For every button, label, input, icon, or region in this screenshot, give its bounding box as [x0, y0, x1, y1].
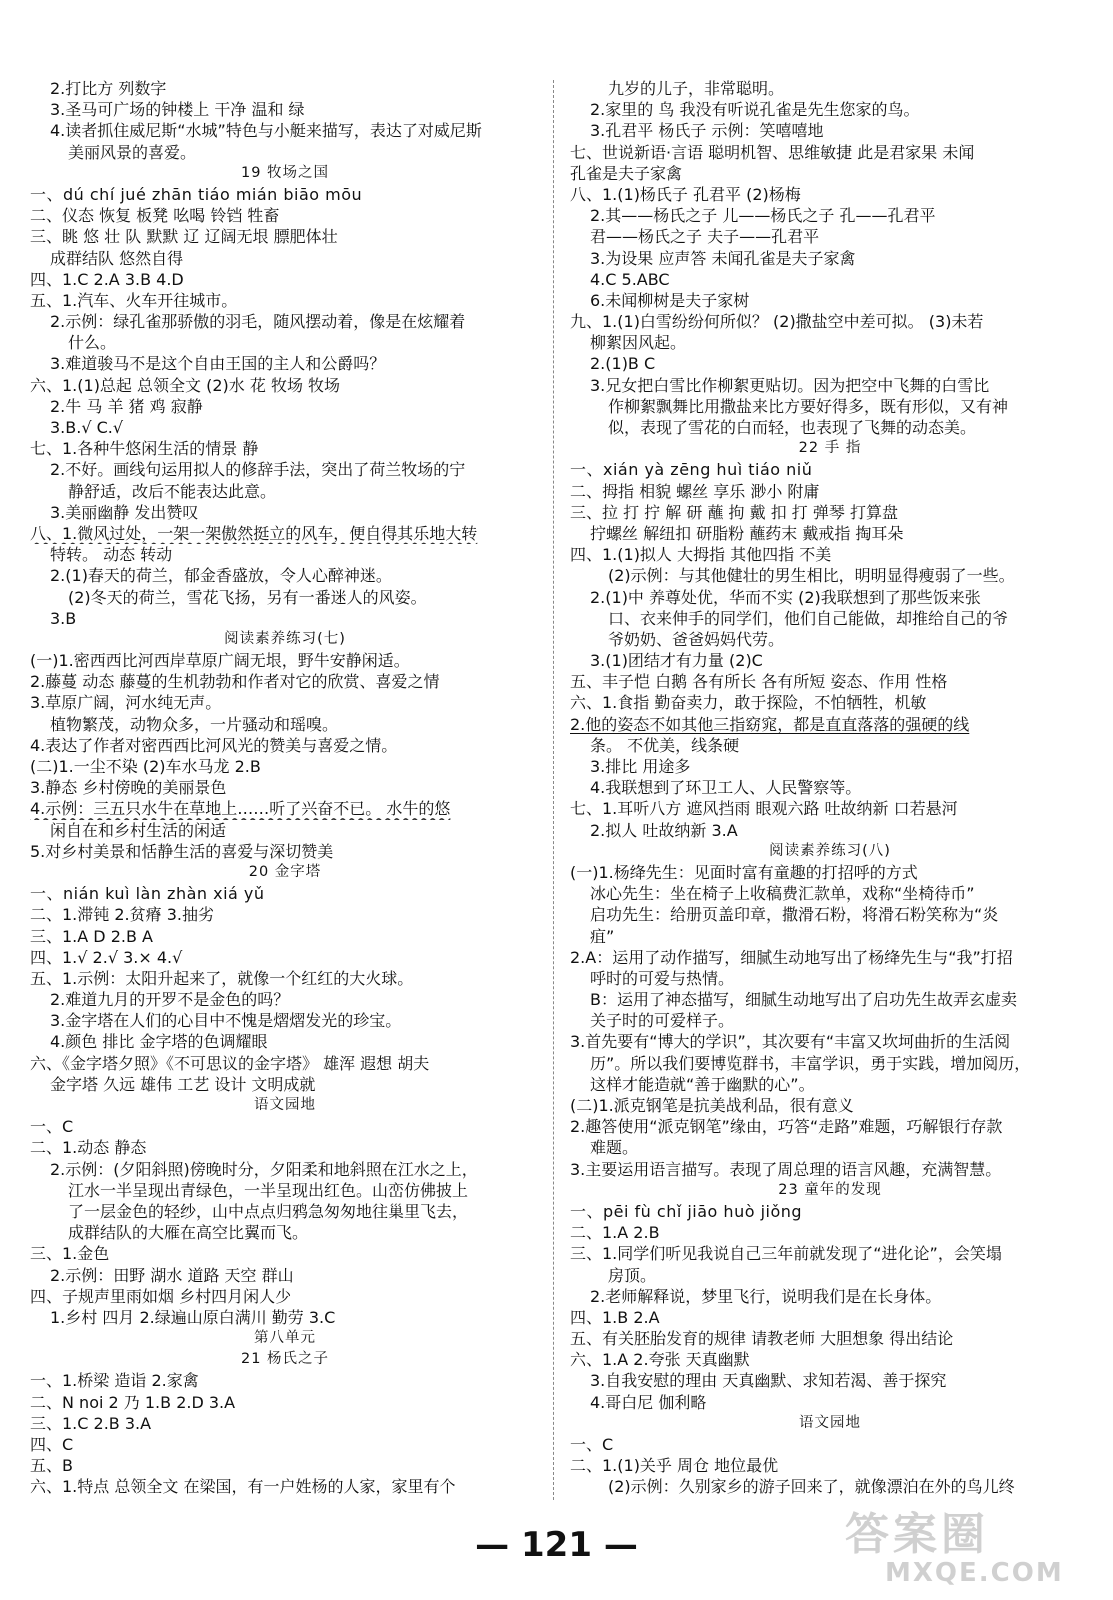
answer-line: 三、拉 打 拧 解 研 蘸 拘 戴 扣 打 弹琴 打算盘 [570, 502, 898, 522]
answer-line: 4.哥白尼 伽利略 [590, 1392, 707, 1412]
answer-line: 八、1.(1)杨氏子 孔君平 (2)杨梅 [570, 184, 801, 204]
answer-line: 4.C 5.ABC [590, 269, 670, 289]
answer-line: 2.(1)中 养尊处优，华而不实 (2)我联想到了那些饭来张 [590, 587, 981, 607]
section-heading: 语文园地 [254, 1097, 316, 1113]
answer-line: 条。 不优美，线条硬 [590, 735, 740, 755]
answer-line: 静舒适，改后不能表达此意。 [68, 481, 277, 501]
answer-line: 四、1.C 2.A 3.B 4.D [30, 269, 184, 289]
answer-line: 二、1.滞钝 2.贫瘠 3.抽劣 [30, 905, 214, 925]
answer-line: 孔雀是夫子家禽 [570, 163, 683, 183]
answer-line: 2.不好。画线句运用拟人的修辞手法，突出了荷兰牧场的宁 [50, 460, 466, 480]
answer-line: 三、眺 悠 壮 队 默默 辽 辽阔无垠 膘肥体壮 [30, 227, 338, 247]
right-column [570, 78, 1090, 1498]
answer-line: 2.他的姿态不如其他三指窈窕，都是直直落落的强硬的线 [570, 714, 970, 734]
answer-line: 一、C [570, 1435, 614, 1454]
answer-line: 五、1.汽车、火车开往城市。 [30, 290, 238, 310]
answer-line: 2.(1)春天的荷兰，郁金香盛放，令人心醉神迷。 [50, 566, 392, 586]
answer-line: 4.我联想到了环卫工人、人民警察等。 [590, 778, 862, 798]
answer-line: 四、1.(1)拟人 大拇指 其他四指 不美 [570, 545, 832, 565]
page-number: — 121 — [475, 1525, 638, 1565]
section-heading: 20 金字塔 [248, 863, 322, 880]
answer-line: (2)示例：久别家乡的游子回来了，就像漂泊在外的鸟儿终 [608, 1477, 1015, 1497]
answer-line: 四、C [30, 1435, 74, 1454]
answer-line: 2.A：运用了动作描写，细腻生动地写出了杨绛先生与“我”打招 [570, 947, 1013, 967]
answer-line: 一、nián kuì làn zhàn xiá yǔ [30, 884, 265, 904]
answer-line: 一、dú chí jué zhān tiáo mián biāo mōu [30, 184, 363, 204]
answer-line: 植物繁茂，动物众多，一片骚动和瑶嗅。 [50, 714, 339, 734]
answer-line: 3.(1)团结才有力量 (2)C [590, 651, 763, 671]
answer-line: 六、1.(1)总起 总领全文 (2)水 花 牧场 牧场 [30, 375, 341, 395]
answer-line: 二、1.(1)关乎 周仓 地位最优 [570, 1456, 779, 1476]
answer-line: 二、拇指 相貌 螺丝 享乐 渺小 附庸 [570, 481, 820, 501]
answer-line: 启功先生：给册页盖印章，撒滑石粉，将滑石粉笑称为“炎 [590, 905, 999, 925]
answer-line: 一、C [30, 1117, 74, 1137]
answer-line: 五、B [30, 1456, 73, 1476]
section-heading: 第八单元 [254, 1330, 316, 1347]
answer-line: 3.B.√ C.√ [50, 418, 124, 437]
answer-line: 4.表达了作者对密西西比河风光的赞美与喜爱之情。 [30, 735, 398, 755]
answer-line: 关子时的可爱样子。 [590, 1011, 735, 1031]
answer-line: 二、1.A 2.B [570, 1223, 660, 1243]
section-heading: 19 牧场之国 [240, 164, 330, 181]
answer-line: 三、1.同学们听见我说自己三年前就发现了“进化论”，会笑塌 [570, 1244, 1002, 1264]
answer-line: 二、仪态 恢复 板凳 吆喝 铃铛 牲畜 [30, 206, 280, 226]
answer-line: 2.难道九月的开罗不是金色的吗？ [50, 990, 290, 1010]
answer-line: 3.兄女把白雪比作柳絮更贴切。因为把空中飞舞的白雪比 [590, 375, 990, 395]
answer-line: 2.老师解释说，梦里飞行，说明我们是在长身体。 [590, 1286, 942, 1306]
answer-line: 历”。所以我们要博览群书，丰富学识，勇于实践，增加阅历， [590, 1053, 1031, 1073]
answer-line: (一)1.杨绛先生：见面时富有童趣的打招呼的方式 [570, 862, 918, 882]
answer-line: 六、《金字塔夕照》《不可思议的金字塔》 雄浑 遐想 胡夫 [30, 1053, 430, 1073]
answer-line: 成群结队的大雁在高空比翼而飞。 [68, 1223, 309, 1243]
answer-line: 2.示例：(夕阳斜照)傍晚时分，夕阳柔和地斜照在江水之上， [50, 1159, 478, 1179]
answer-line: 美丽风景的喜爱。 [68, 142, 197, 162]
watermark-url: MXQE.COM [885, 1558, 1064, 1588]
section-heading: 21 杨氏之子 [240, 1351, 330, 1368]
section-heading: 23 童年的发现 [778, 1181, 882, 1198]
answer-line: 七、1.各种牛悠闲生活的情景 静 [30, 439, 259, 459]
answer-line: 5.对乡村美景和恬静生活的喜爱与深切赞美 [30, 841, 334, 861]
answer-line: 六、1.食指 勤奋卖力，敢于探险，不怕牺牲，机敏 [570, 693, 927, 713]
answer-line: 3.美丽幽静 发出赞叹 [50, 502, 199, 522]
answer-line: 七、1.耳听八方 遮风挡雨 眼观六路 吐故纳新 口若悬河 [570, 799, 958, 819]
answer-line: 九、1.(1)白雪纷纷何所似？ (2)撒盐空中差可拟。 (3)未若 [570, 312, 984, 332]
answer-line: 一、xián yà zēng huì tiáo niǔ [570, 460, 813, 480]
answer-line: 2.家里的 鸟 我没有听说孔雀是先生您家的鸟。 [590, 100, 920, 120]
section-heading: 22 手 指 [798, 440, 862, 457]
answer-line: 四、1.√ 2.√ 3.× 4.√ [30, 947, 183, 967]
answer-line: 闲自在和乡村生活的闲适 [50, 820, 227, 840]
answer-line: 疽” [590, 926, 615, 946]
answer-line: 四、1.B 2.A [570, 1307, 660, 1327]
answer-line: 3.难道骏马不是这个自由王国的主人和公爵吗？ [50, 354, 386, 374]
answer-line: 似，表现了雪花的白而轻，也表现了飞舞的动态美。 [608, 418, 977, 437]
answer-line: 2.示例：绿孔雀那骄傲的羽毛，随风摆动着，像是在炫耀着 [50, 312, 466, 332]
answer-line: 什么。 [68, 333, 117, 353]
answer-line: 五、有关胚胎发育的规律 请教老师 大胆想象 得出结论 [570, 1329, 954, 1349]
answer-line: 一、1.桥梁 造诣 2.家禽 [30, 1371, 199, 1391]
answer-line: 作柳絮飘舞比用撒盐来比方要好得多，既有形似，又有神 [608, 396, 1009, 416]
answer-line: 口、衣来伸手的同学们，他们自己能做，却推给自己的爷 [608, 608, 1009, 628]
answer-line: 江水一半呈现出青绿色，一半呈现出红色。山峦仿佛披上 [68, 1180, 469, 1200]
answer-line: 五、丰子恺 白鹅 各有所长 各有所短 姿态、作用 性格 [570, 672, 948, 692]
left-column [30, 78, 540, 1498]
answer-line: 4.读者抓住威尼斯“水城”特色与小艇来描写，表达了对威尼斯 [50, 121, 482, 141]
answer-line: 2.打比方 列数字 [50, 79, 167, 98]
answer-line: 成群结队 悠然自得 [50, 248, 184, 268]
answer-line: 2.趣答使用“派克钢笔”缘由，巧答“走路”难题，巧解银行存款 [570, 1117, 1003, 1137]
answer-line: 三、1.金色 [30, 1244, 110, 1264]
answer-line: 1.乡村 四月 2.绿遍山原白满川 勤劳 3.C [50, 1307, 336, 1327]
answer-line: 八、1.微风过处，一架一架傲然挺立的风车，便自得其乐地大转 [30, 523, 478, 543]
answer-line: 六、1.A 2.夸张 天真幽默 [570, 1350, 750, 1370]
answer-line: 房顶。 [608, 1265, 657, 1285]
answer-line: 4.颜色 排比 金字塔的色调耀眼 [50, 1032, 268, 1052]
answer-line: 三、1.A D 2.B A [30, 926, 153, 946]
answer-line: 九岁的儿子，非常聪明。 [608, 79, 785, 98]
answer-line: 3.主要运用语言描写。表现了周总理的语言风趣，充满智慧。 [570, 1159, 1002, 1179]
answer-line: 2.藤蔓 动态 藤蔓的生机勃勃和作者对它的欣赏、喜爱之情 [30, 672, 440, 692]
answer-line: 二、N noi 2 乃 1.B 2.D 3.A [30, 1392, 236, 1412]
answer-line: 六、1.特点 总领全文 在梁国，有一户姓杨的人家，家里有个 [30, 1477, 456, 1497]
answer-line: 冰心先生：坐在椅子上收稿费汇款单，戏称“坐椅待币” [590, 884, 975, 904]
answer-line: 3.自我安慰的理由 天真幽默、求知若渴、善于探究 [590, 1371, 947, 1391]
answer-line: 这样才能造就“善于幽默的心”。 [590, 1074, 815, 1094]
answer-line: (2)冬天的荷兰，雪花飞扬，另有一番迷人的风姿。 [68, 587, 427, 607]
section-heading: 语文园地 [799, 1414, 861, 1431]
answer-line: 拧螺丝 解纽扣 研脂粉 蘸药末 戴戒指 掏耳朵 [590, 523, 904, 543]
answer-line: (一)1.密西西比河西岸草原广阔无垠，野牛安静闲适。 [30, 651, 410, 671]
answer-line: 五、1.示例：太阳升起来了，就像一个红红的大火球。 [30, 968, 414, 988]
answer-line: 特转。 动态 转动 [50, 545, 173, 565]
answer-line: 金字塔 久远 雄伟 工艺 设计 文明成就 [50, 1074, 316, 1094]
answer-line: 3.静态 乡村傍晚的美丽景色 [30, 778, 227, 798]
answer-line: 3.圣马可广场的钟楼上 干净 温和 绿 [50, 100, 305, 120]
answer-line: B：运用了神态描写，细腻生动地写出了启功先生故弄玄虚卖 [590, 990, 1017, 1010]
answer-line: 了一层金色的轻纱，山中点点归鸦急匆匆地往巢里飞去， [68, 1201, 469, 1221]
answer-line: 4.示例：三五只水牛在草地上……听了兴奋不已。 水牛的悠 [30, 799, 451, 819]
answer-line: 3.B [50, 608, 77, 628]
answer-line: 6.未闻柳树是夫子家树 [590, 290, 750, 310]
answer-line: 四、子规声里雨如烟 乡村四月闲人少 [30, 1286, 292, 1306]
answer-line: 爷奶奶、爸爸妈妈代劳。 [608, 629, 785, 649]
answer-line: 3.为设果 应声答 未闻孔雀是夫子家禽 [590, 248, 856, 268]
answer-line: 3.首先要有“博大的学识”，其次要有“丰富又坎坷曲折的生活阅 [570, 1032, 1011, 1052]
answer-line: 3.金字塔在人们的心目中不愧是熠熠发光的珍宝。 [50, 1011, 402, 1031]
answer-line: 3.孔君平 杨氏子 示例：笑嘻嘻地 [590, 121, 824, 141]
watermark-title: 答案圈 [845, 1509, 989, 1560]
answer-line: 2.其——杨氏之子 儿——杨氏之子 孔——孔君平 [590, 206, 936, 226]
answer-line: 三、1.C 2.B 3.A [30, 1413, 152, 1433]
column-divider [553, 80, 554, 1500]
answer-line: (2)示例：与其他健壮的男生相比，明明显得瘦弱了一些。 [608, 566, 1015, 586]
answer-line: 2.牛 马 羊 猪 鸡 寂静 [50, 396, 203, 416]
answer-line: 柳絮因风起。 [590, 333, 687, 353]
answer-line: 3.草原广阔，河水纯无声。 [30, 693, 222, 713]
answer-line: 难题。 [590, 1138, 639, 1158]
answer-line: 2.示例：田野 湖水 道路 天空 群山 [50, 1265, 294, 1285]
answer-line: 3.排比 用途多 [590, 757, 691, 776]
answer-line: 二、1.动态 静态 [30, 1138, 147, 1158]
watermark-logo [845, 1509, 1095, 1592]
section-heading: 阅读素养练习(七) [224, 630, 346, 647]
answer-line: (二)1.一尘不染 (2)车水马龙 2.B [30, 757, 261, 776]
answer-line: 君——杨氏之子 夫子——孔君平 [590, 227, 820, 247]
answer-line: 呼时的可爱与热情。 [590, 968, 735, 988]
answer-line: 2.拟人 吐故纳新 3.A [590, 820, 738, 840]
answer-line: 七、世说新语·言语 聪明机智、思维敏捷 此是君家果 未闻 [570, 142, 975, 162]
section-heading: 阅读素养练习(八) [769, 842, 891, 859]
answer-line: 一、pēi fù chǐ jiāo huò jiǒng [570, 1201, 803, 1221]
answer-line: (二)1.派克钢笔是抗美战利品，很有意义 [570, 1096, 854, 1115]
answer-line: 2.(1)B C [590, 354, 656, 374]
